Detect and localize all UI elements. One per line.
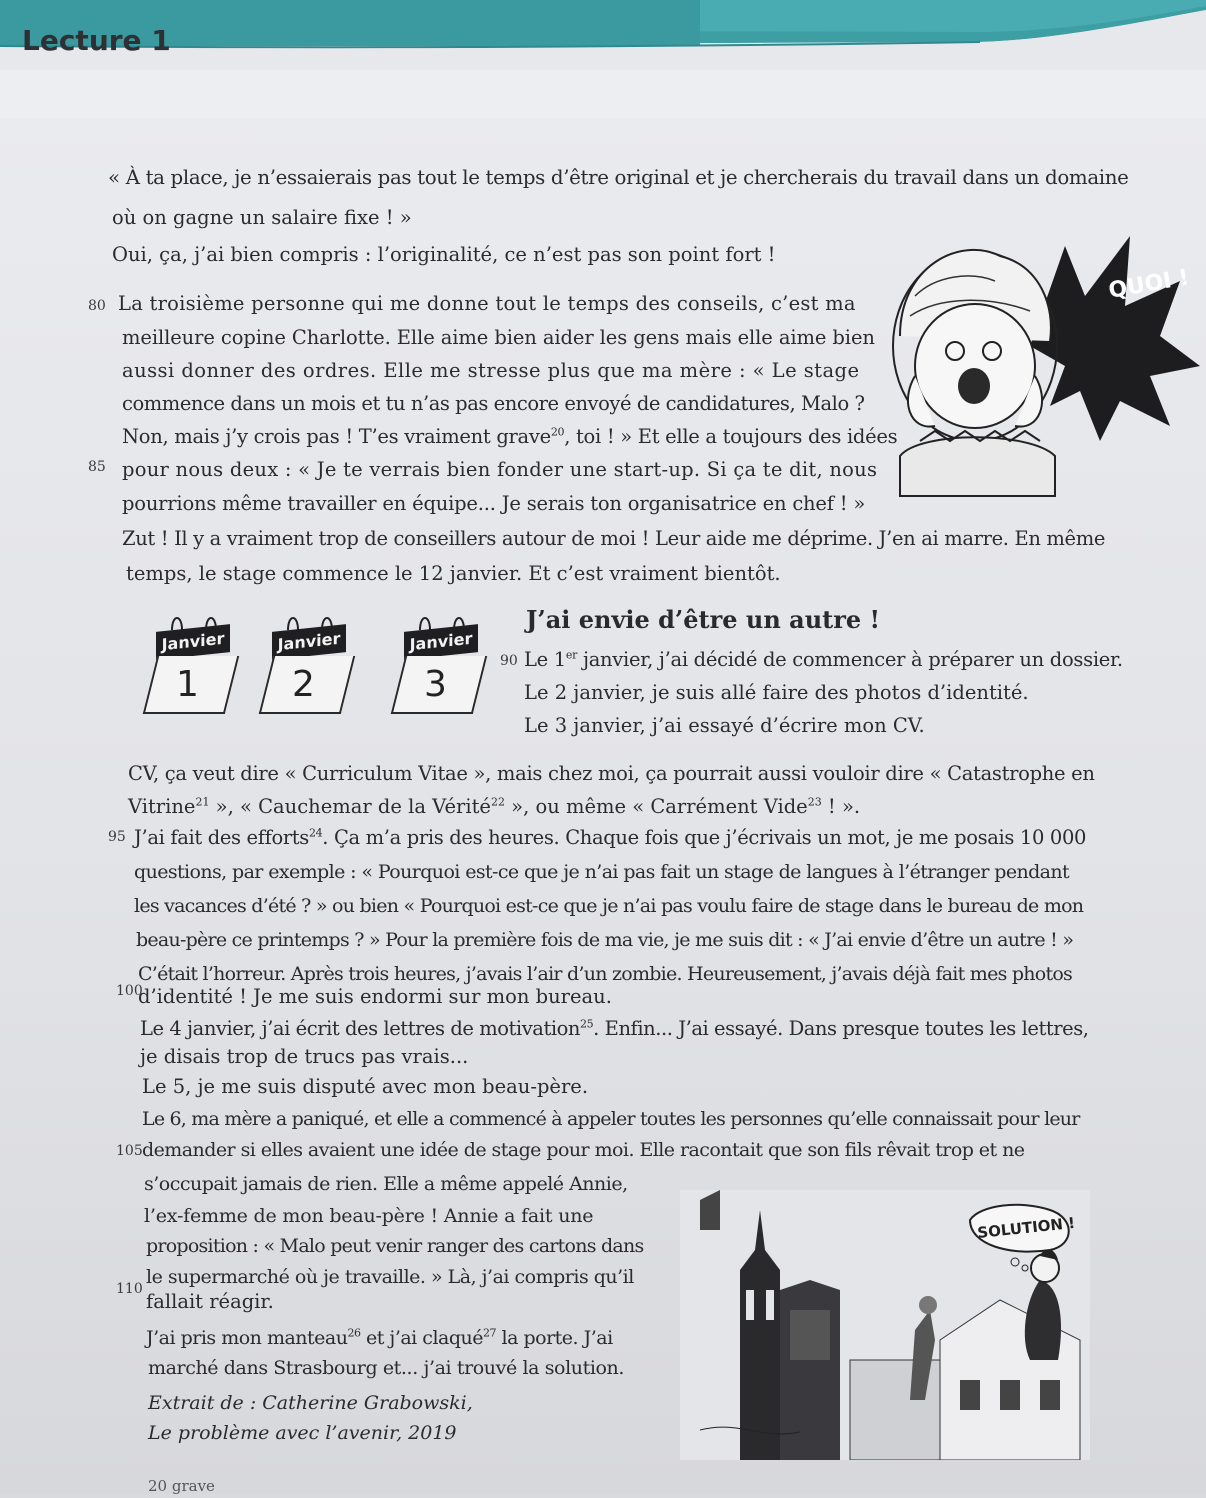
text-segment: Vitrine [128, 795, 196, 818]
header-band [0, 0, 1206, 118]
text-line [140, 1017, 1089, 1041]
text-line: Oui, ça, j’ai bien compris : l’originalité, ce n’est pas son point fort ! [112, 243, 776, 266]
solution-label: SOLUTION ! [976, 1213, 1076, 1242]
calendar-day: 1 [176, 664, 199, 705]
text-line: C’était l’horreur. Après trois heures, j’avais l’air d’un zombie. Heureusement, j’avais déjà fait mes photos [138, 963, 1073, 985]
text-segment: . Ça m’a pris des heures. Chaque fois que j’écrivais un mot, je me posais 10 000 [322, 826, 1087, 849]
line-number: 95 [108, 829, 126, 845]
text-line: CV, ça veut dire « Curriculum Vitae », mais chez moi, ça pourrait aussi vouloir dire « Catastrophe en [128, 762, 1095, 785]
text-line: où on gagne un salaire fixe ! » [112, 206, 412, 229]
text-segment: Non, mais j’y crois pas ! T’es vraiment grave [122, 425, 551, 448]
line-number: 90 [500, 653, 518, 669]
text-line [524, 648, 1123, 672]
strasbourg-cathedral-illustration [680, 1190, 1090, 1460]
footnote-ref: 27 [483, 1326, 496, 1340]
text-segment: J’ai pris mon manteau [146, 1327, 348, 1349]
source-title: Le problème avec l’avenir, 2019 [148, 1422, 457, 1444]
header-wave-shape [0, 0, 1206, 118]
footnote-ref: 25 [580, 1017, 594, 1031]
text-segment: janvier, j’ai décidé de commencer à préparer un dossier. [577, 648, 1123, 671]
footnote-ref: 23 [807, 795, 822, 809]
text-line [128, 795, 860, 819]
text-segment: », ou même « Carrément Vide [504, 795, 808, 818]
text-line: marché dans Strasbourg et... j’ai trouvé la solution. [148, 1357, 625, 1379]
text-line: pourrions même travailler en équipe... Je serais ton organisatrice en chef ! » [122, 492, 866, 515]
text-line: Le 5, je me suis disputé avec mon beau-père. [142, 1075, 589, 1098]
text-line: La troisième personne qui me donne tout le temps des conseils, c’est ma [118, 292, 856, 315]
line-number: 80 [88, 298, 106, 314]
line-number: 85 [88, 459, 106, 475]
text-line: questions, par exemple : « Pourquoi est-ce que je n’ai pas fait un stage de langues à l’étranger pendant [134, 861, 1070, 883]
footnote-start: 20 grave [148, 1477, 215, 1495]
text-line: « À ta place, je n’essaierais pas tout le temps d’être original et je chercherais du travail dans un domaine [108, 166, 1129, 189]
text-segment: », « Cauchemar de la Vérité [209, 795, 491, 818]
text-line: s’occupait jamais de rien. Elle a même appelé Annie, [144, 1173, 628, 1195]
text-line [122, 425, 897, 449]
text-segment: Le 1 [524, 648, 566, 671]
text-line: aussi donner des ordres. Elle me stresse plus que ma mère : « Le stage [122, 359, 860, 382]
text-line [134, 826, 1086, 850]
text-line: Le 2 janvier, je suis allé faire des photos d’identité. [524, 681, 1029, 704]
text-line: Le 6, ma mère a paniqué, et elle a commencé à appeler toutes les personnes qu’elle connaissait pour leur [142, 1108, 1080, 1130]
text-segment: , toi ! » Et elle a toujours des idées [564, 425, 898, 448]
section-heading: J’ai envie d’être un autre ! [526, 605, 881, 634]
text-line: Zut ! Il y a vraiment trop de conseillers autour de moi ! Leur aide me déprime. J’en ai marre. En même [122, 527, 1106, 550]
footnote-ref: 20 [550, 425, 565, 439]
calendar-month: Janvier [404, 624, 478, 660]
lesson-title: Lecture 1 [22, 24, 171, 57]
text-line: d’identité ! Je me suis endormi sur mon bureau. [138, 985, 612, 1008]
line-number: 110 [116, 1281, 143, 1297]
text-line: je disais trop de trucs pas vrais... [140, 1045, 469, 1068]
text-line: le supermarché où je travaille. » Là, j’ai compris qu’il [146, 1266, 634, 1288]
source-author: Extrait de : Catherine Grabowski, [148, 1392, 473, 1414]
calendar-page [156, 612, 236, 712]
calendar-page [404, 612, 484, 712]
text-line: temps, le stage commence le 12 janvier. Et c’est vraiment bientôt. [126, 562, 781, 585]
text-segment: et j’ai claqué [360, 1327, 483, 1349]
text-segment: ! ». [821, 795, 861, 818]
text-line: meilleure copine Charlotte. Elle aime bien aider les gens mais elle aime bien [122, 326, 875, 349]
text-line: Le 3 janvier, j’ai essayé d’écrire mon CV. [524, 714, 925, 737]
quoi-label: QUOI ! [1106, 265, 1191, 304]
text-line: demander si elles avaient une idée de stage pour moi. Elle racontait que son fils rêvait trop et ne [142, 1139, 1025, 1161]
text-segment: la porte. J’ai [496, 1327, 613, 1349]
line-number: 105 [116, 1143, 143, 1159]
calendar-month: Janvier [156, 624, 230, 660]
text-segment: Le 4 janvier, j’ai écrit des lettres de motivation [140, 1017, 581, 1040]
calendar-day: 2 [292, 664, 315, 705]
shocked-girl-illustration [880, 226, 1200, 506]
text-segment: . Enfin... J’ai essayé. Dans presque toutes les lettres, [593, 1017, 1089, 1040]
text-line: les vacances d’été ? » ou bien « Pourquoi est-ce que je n’ai pas voulu faire de stage dans le bureau de mon [134, 895, 1084, 917]
text-line: proposition : « Malo peut venir ranger des cartons dans [146, 1235, 644, 1257]
text-line: beau-père ce printemps ? » Pour la première fois de ma vie, je me suis dit : « J’ai envie d’être un autre ! » [136, 929, 1074, 951]
footnote-ref: 26 [347, 1326, 361, 1340]
calendar-day: 3 [424, 664, 447, 705]
text-line [146, 1326, 613, 1350]
footnote-ref: 21 [195, 795, 210, 809]
calendar-month: Janvier [272, 624, 346, 660]
text-line: commence dans un mois et tu n’as pas encore envoyé de candidatures, Malo ? [122, 392, 865, 415]
text-line: l’ex-femme de mon beau-père ! Annie a fait une [144, 1205, 594, 1227]
footnote-ref: 24 [308, 826, 323, 840]
text-segment: J’ai fait des efforts [134, 826, 309, 849]
text-line: fallait réagir. [146, 1290, 274, 1313]
footnote-ref: er [565, 648, 578, 662]
calendar-page [272, 612, 352, 712]
line-number: 100 [116, 983, 143, 999]
footnote-ref: 22 [490, 795, 505, 809]
text-line: pour nous deux : « Je te verrais bien fonder une start-up. Si ça te dit, nous [122, 458, 878, 481]
